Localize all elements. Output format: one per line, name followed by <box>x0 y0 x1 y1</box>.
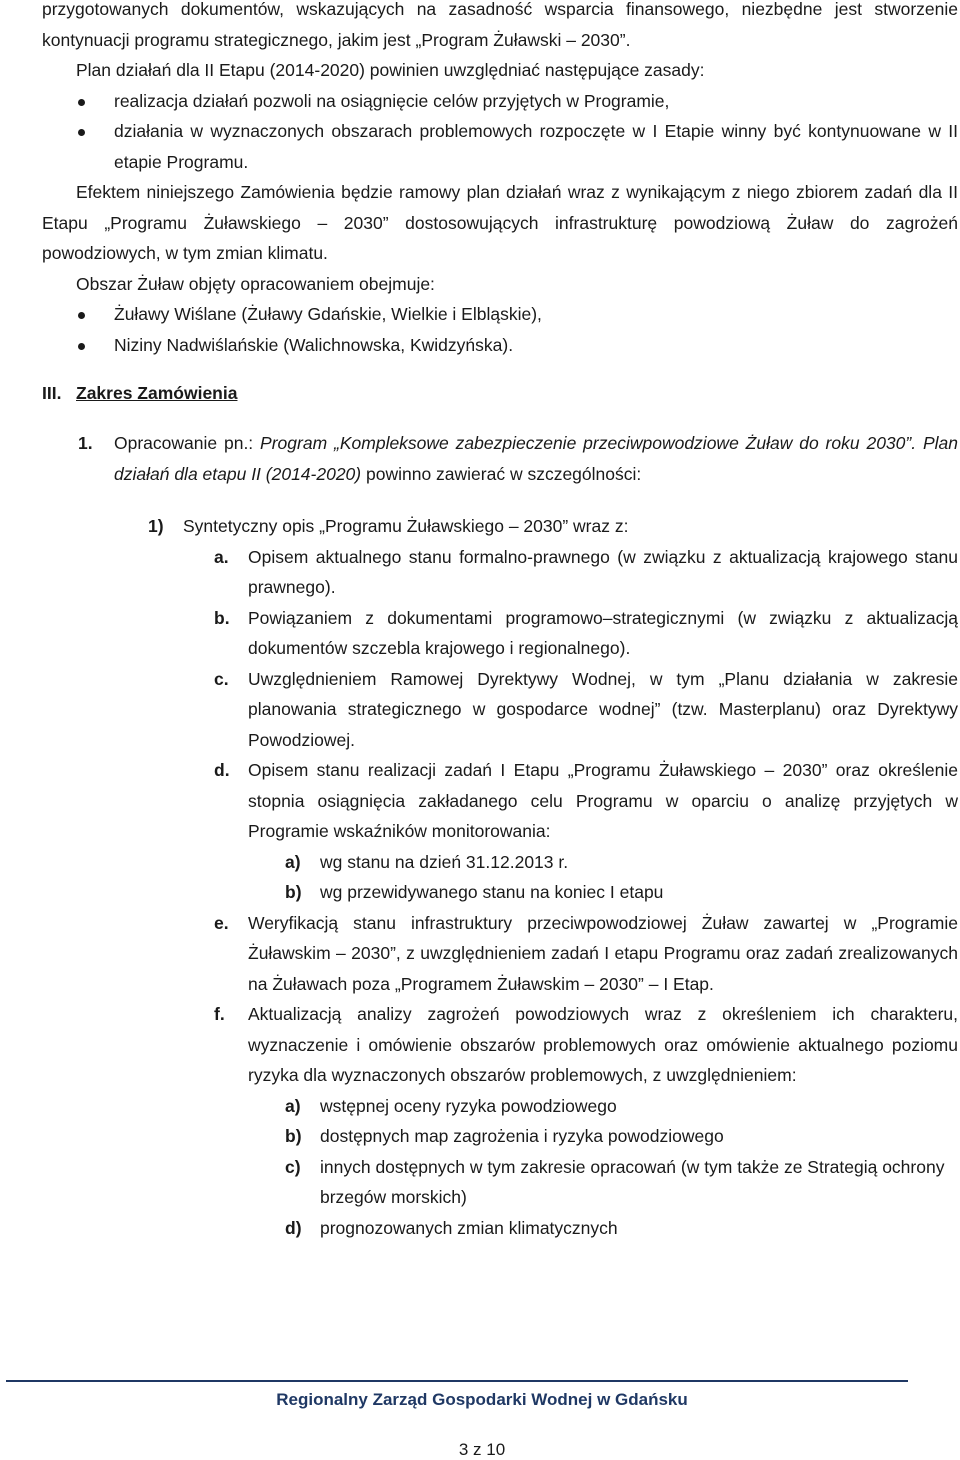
letter-item: f. Aktualizacją analizy zagrożeń powodziowych wraz z określeniem ich charakteru, wyznaczenie i omówienie obszarów problemowych oraz omówienie aktualnego poziomu ryzyka dla wyznaczonych obszarów problemowych, z uwzględnieniem: <box>214 1004 958 1085</box>
area-heading: Obszar Żuław objęty opracowaniem obejmuje: <box>76 273 435 294</box>
bullet-icon <box>78 99 85 106</box>
sub-item-number: 1) <box>148 516 164 536</box>
item-number: 1. <box>78 433 93 453</box>
letter-item: b. Powiązaniem z dokumentami programowo–strategicznymi (w związku z aktualizacją dokumentów szczebla krajowego i regionalnego). <box>214 607 958 658</box>
section-heading <box>42 378 958 408</box>
sub-letter-item: c) innych dostępnych w tym zakresie opracowań (w tym także ze Strategią ochrony brzegów morskich) <box>285 1156 945 1207</box>
section-number: III. <box>42 383 62 403</box>
sub-letter-item: b) wg przewidywanego stanu na koniec I etapu <box>285 882 664 902</box>
bullet-icon <box>78 129 85 136</box>
bullet-item: Niziny Nadwiślańskie (Walichnowska, Kwidzyńska). <box>42 330 958 361</box>
section-title: Zakres Zamówienia <box>76 383 238 403</box>
letter-item: c. Uwzględnieniem Ramowej Dyrektywy Wodnej, w tym „Planu działania w zakresie planowania strategicznego w gospodarce wodnej” (tzw. Masterplanu) oraz Dyrektywy Powodziowej. <box>214 668 958 750</box>
plan-heading: Plan działań dla II Etapu (2014-2020) powinien uwzględniać następujące zasady: <box>76 60 705 80</box>
document-page <box>42 0 958 1243</box>
page-number: 3 z 10 <box>458 1440 506 1459</box>
bullet-item: realizacja działań pozwoli na osiągnięcie celów przyjętych w Programie, <box>42 86 958 117</box>
bullet-item: Żuławy Wiślane (Żuławy Gdańskie, Wielkie i Elbląskie), <box>42 299 958 330</box>
sub-letter-item: a) wg stanu na dzień 31.12.2013 r. <box>285 851 569 872</box>
sub-letter-item: d) prognozowanych zmian klimatycznych <box>285 1217 618 1238</box>
sub-letter-item: b) dostępnych map zagrożenia i ryzyka powodziowego <box>285 1126 724 1146</box>
numbered-item: 1. Opracowanie pn.: Program „Kompleksowe zabezpieczenie przeciwpowodziowe Żuław do roku 2030”. Plan działań dla etapu II (2014-2020) powinno zawierać w szczególności: <box>42 428 958 489</box>
letter-item: d. Opisem stanu realizacji zadań I Etapu „Programu Żuławskiego – 2030” oraz określenie stopnia osiągnięcia zakładanego celu Programu w oparciu o analizę przyjętych w Programie wskaźników monitorowania: <box>214 760 958 841</box>
intro-paragraph: przygotowanych dokumentów, wskazujących na zasadność wsparcia finansowego, niezbędne jest stworzenie kontynuacji programu strategicznego, jakim jest „Program Żuławski – 2030”. <box>42 0 958 50</box>
footer-organization: Regionalny Zarząd Gospodarki Wodnej w Gdańsku <box>276 1390 688 1409</box>
program-title: Program „Kompleksowe zabezpieczenie przeciwpowodziowe Żuław do roku 2030”. Plan działań dla etapu II (2014-2020) <box>114 433 958 484</box>
bullet-icon <box>78 312 85 319</box>
letter-item: a. Opisem aktualnego stanu formalno-prawnego (w związku z aktualizacją krajowego stanu prawnego). <box>214 546 958 597</box>
bullet-icon <box>78 343 85 350</box>
footer-divider <box>6 1380 908 1382</box>
sub-letter-item: a) wstępnej oceny ryzyka powodziowego <box>285 1095 617 1116</box>
bullet-item: działania w wyznaczonych obszarach problemowych rozpoczęte w I Etapie winny być kontynuowane w II etapie Programu. <box>42 116 958 177</box>
sub-item: 1) Syntetyczny opis „Programu Żuławskiego – 2030” wraz z: <box>42 511 958 542</box>
effect-paragraph: Efektem niniejszego Zamówienia będzie ramowy plan działań wraz z wynikającym z niego zbiorem zadań dla II Etapu „Programu Żuławskiego – 2030” dostosowujących infrastrukturę powodziową Żuław do zagrożeń powodziowych, w tym zmian klimatu. <box>42 182 958 263</box>
letter-item: e. Weryfikacją stanu infrastruktury przeciwpowodziowej Żuław zawartej w „Programie Żuławskim – 2030”, z uwzględnieniem zadań I etapu Programu oraz zadań zrealizowanych na Żuławach poza „Programem Żuławskim – 2030” – I Etap. <box>214 912 958 994</box>
